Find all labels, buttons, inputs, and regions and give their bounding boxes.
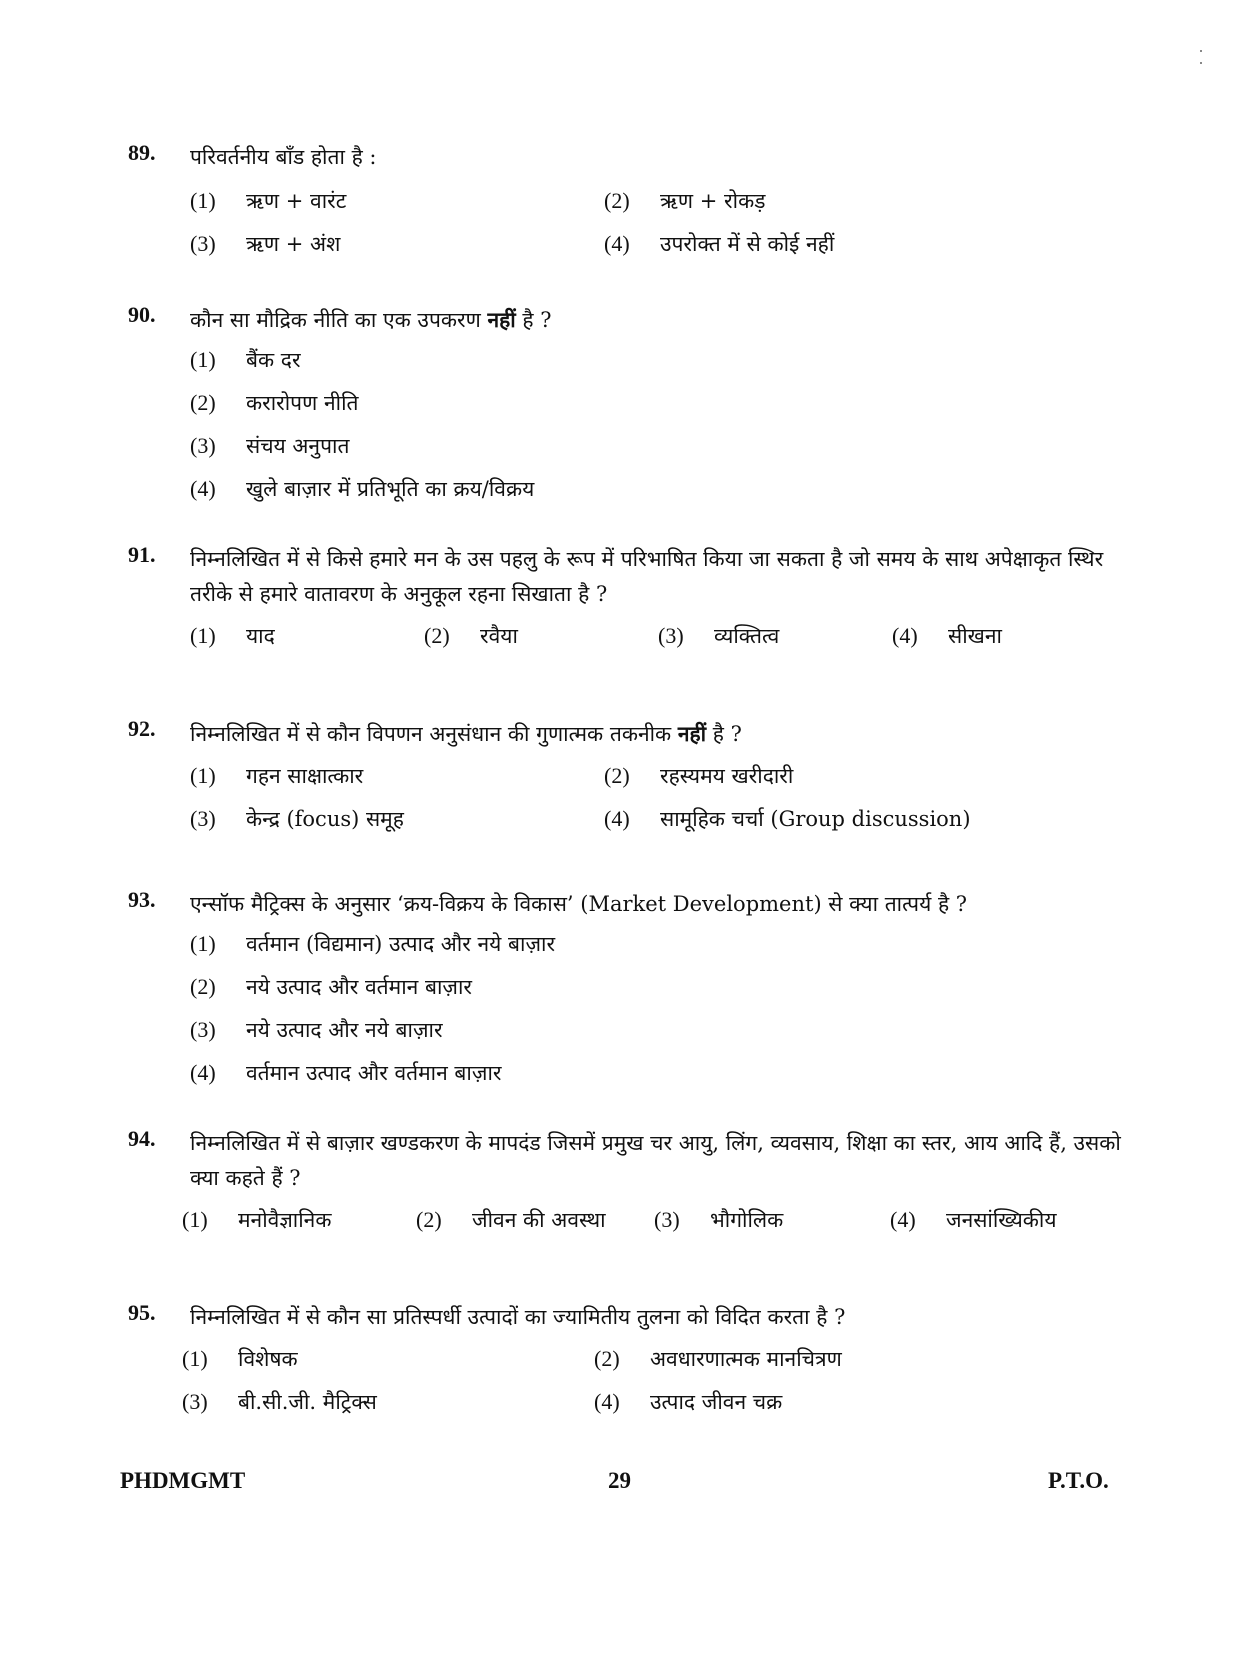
question-number: 91.: [128, 542, 156, 567]
question-number: 95.: [128, 1300, 156, 1325]
options-row: [128, 618, 1138, 661]
option: (4) सामूहिक चर्चा (Group discussion): [604, 806, 971, 831]
option: (1) वर्तमान (विद्यमान) उत्पाद और नये बाज़ार: [190, 931, 556, 956]
options-row: [128, 801, 1138, 844]
question-89: [128, 140, 1138, 269]
emphasis-not: नहीं: [487, 307, 516, 332]
option: (3) भौगोलिक: [654, 1207, 784, 1232]
option: (3) संचय अनुपात: [190, 433, 350, 458]
option: (3) नये उत्पाद और नये बाज़ार: [190, 1017, 443, 1042]
option: (1) गहन साक्षात्कार: [190, 763, 364, 788]
question-text: कौन सा मौद्रिक नीति का एक उपकरण नहीं है ?: [190, 307, 552, 332]
options-row: [128, 1202, 1138, 1245]
option: (1) ऋण + वारंट: [190, 188, 347, 213]
option: (1) बैंक दर: [190, 347, 301, 372]
option: (1) मनोवैज्ञानिक: [182, 1207, 332, 1232]
question-text: निम्नलिखित में से कौन सा प्रतिस्पर्धी उत्पादों का ज्यामितीय तुलना को विदित करता है ?: [190, 1305, 846, 1329]
option: (4) सीखना: [892, 623, 1002, 648]
question-number: 89.: [128, 140, 156, 165]
options-row: [128, 1341, 1138, 1384]
question-text: निम्नलिखित में से कौन विपणन अनुसंधान की गुणात्मक तकनीक नहीं है ?: [190, 721, 742, 746]
scan-speck: [1200, 50, 1202, 52]
option: (3) व्यक्तित्व: [658, 623, 780, 648]
question-text: निम्नलिखित में से बाज़ार खण्डकरण के मापदंड जिसमें प्रमुख चर आयु, लिंग, व्यवसाय, शिक्षा का स्तर, आय आदि हैं, उसको क्या कहते हैं ?: [190, 1131, 1121, 1190]
option: (4) खुले बाज़ार में प्रतिभूति का क्रय/विक्रय: [190, 476, 535, 501]
question-90: [128, 302, 1138, 514]
scan-speck: [1200, 62, 1202, 64]
question-number: 90.: [128, 302, 156, 327]
question-text: निम्नलिखित में से किसे हमारे मन के उस पहलु के रूप में परिभाषित किया जा सकता है जो समय के साथ अपेक्षाकृत स्थिर तरीके से हमारे वातावरण के अनुकूल रहना सिखाता है ?: [190, 547, 1104, 606]
option: (4) उपरोक्त में से कोई नहीं: [604, 231, 835, 256]
option: (1) विशेषक: [182, 1346, 298, 1371]
option: (2) अवधारणात्मक मानचित्रण: [594, 1346, 842, 1371]
question-94: [128, 1126, 1138, 1245]
option: (2) नये उत्पाद और वर्तमान बाज़ार: [190, 974, 473, 999]
option: (2) जीवन की अवस्था: [416, 1207, 606, 1232]
option: (2) रवैया: [424, 623, 518, 648]
option: (2) ऋण + रोकड़: [604, 188, 766, 213]
question-92: [128, 716, 1138, 844]
question-text: एन्सॉफ मैट्रिक्स के अनुसार ‘क्रय-विक्रय के विकास’ (Market Development) से क्या तात्पर्य है ?: [190, 892, 968, 916]
question-number: 94.: [128, 1126, 156, 1151]
option: (4) वर्तमान उत्पाद और वर्तमान बाज़ार: [190, 1060, 502, 1085]
question-number: 92.: [128, 716, 156, 741]
page-number: 29: [608, 1468, 631, 1493]
question-text: परिवर्तनीय बाँड होता है :: [190, 145, 377, 169]
paper-code: PHDMGMT: [120, 1468, 246, 1493]
question-93: [128, 887, 1138, 1098]
option: (4) जनसांख्यिकीय: [890, 1207, 1057, 1232]
emphasis-not: नहीं: [677, 721, 707, 746]
option: (2) करारोपण नीति: [190, 390, 359, 415]
option: (2) रहस्यमय खरीदारी: [604, 763, 794, 788]
please-turn-over: P.T.O.: [1048, 1468, 1109, 1493]
options-row: [128, 226, 1138, 269]
question-number: 93.: [128, 887, 156, 912]
option: (3) बी.सी.जी. मैट्रिक्स: [182, 1389, 377, 1414]
question-95: [128, 1300, 1138, 1427]
options-row: [128, 183, 1138, 226]
option: (4) उत्पाद जीवन चक्र: [594, 1389, 783, 1414]
option: (3) केन्द्र (focus) समूह: [190, 806, 404, 831]
options-row: [128, 1384, 1138, 1427]
option: (1) याद: [190, 623, 275, 648]
options-row: [128, 758, 1138, 801]
option: (3) ऋण + अंश: [190, 231, 341, 256]
question-91: [128, 542, 1138, 661]
